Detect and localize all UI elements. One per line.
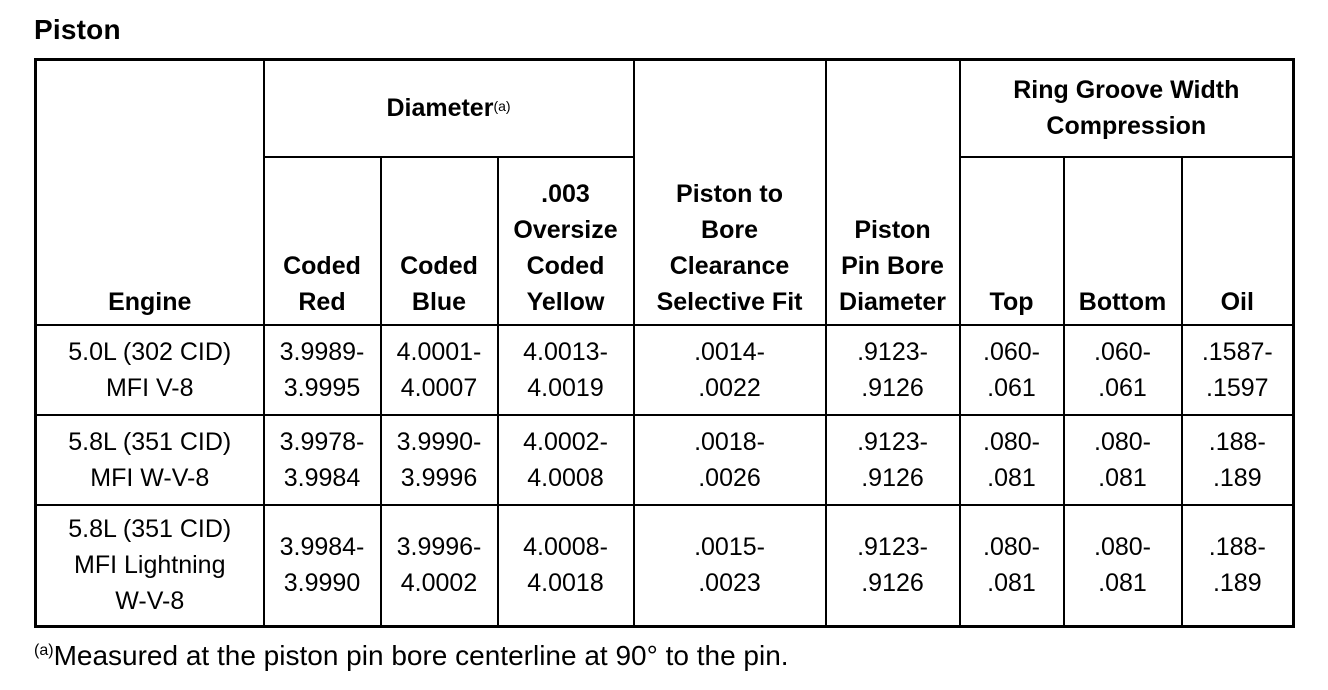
clearance-cell: .0015- .0023 (634, 505, 826, 627)
header-coded-blue: Coded Blue (381, 157, 498, 325)
header-bottom: Bottom (1064, 157, 1182, 325)
oversize-yellow-cell: 4.0002- 4.0008 (498, 415, 634, 505)
header-clearance: Piston to Bore Clearance Selective Fit (634, 60, 826, 325)
pin-bore-cell: .9123- .9126 (826, 415, 960, 505)
oil-cell: .188- .189 (1182, 415, 1294, 505)
bottom-cell: .060- .061 (1064, 325, 1182, 415)
oversize-yellow-cell: 4.0008- 4.0018 (498, 505, 634, 627)
footnote-marker: (a) (34, 642, 54, 659)
pin-bore-cell: .9123- .9126 (826, 325, 960, 415)
oil-cell: .188- .189 (1182, 505, 1294, 627)
coded-blue-cell: 3.9996- 4.0002 (381, 505, 498, 627)
engine-cell: 5.0L (302 CID) MFI V-8 (36, 325, 264, 415)
page-title: Piston (34, 14, 121, 45)
coded-red-cell: 3.9984- 3.9990 (264, 505, 381, 627)
coded-blue-cell: 3.9990- 3.9996 (381, 415, 498, 505)
table-row (36, 415, 1294, 505)
coded-blue-cell: 4.0001- 4.0007 (381, 325, 498, 415)
header-top: Top (960, 157, 1064, 325)
piston-spec-table (34, 58, 1295, 628)
top-cell: .060- .061 (960, 325, 1064, 415)
engine-cell: 5.8L (351 CID) MFI Lightning W-V-8 (36, 505, 264, 627)
coded-red-cell: 3.9978- 3.9984 (264, 415, 381, 505)
engine-cell: 5.8L (351 CID) MFI W-V-8 (36, 415, 264, 505)
top-cell: .080- .081 (960, 415, 1064, 505)
table-row (36, 505, 1294, 627)
clearance-cell: .0014- .0022 (634, 325, 826, 415)
top-cell: .080- .081 (960, 505, 1064, 627)
footnote-marker: (a) (493, 98, 511, 115)
header-ring-groove-group: Ring Groove Width Compression (960, 60, 1294, 157)
header-pin-bore: Piston Pin Bore Diameter (826, 60, 960, 325)
header-oil: Oil (1182, 157, 1294, 325)
bottom-cell: .080- .081 (1064, 505, 1182, 627)
header-engine: Engine (36, 60, 264, 325)
pin-bore-cell: .9123- .9126 (826, 505, 960, 627)
oversize-yellow-cell: 4.0013- 4.0019 (498, 325, 634, 415)
footnote (34, 640, 789, 672)
clearance-cell: .0018- .0026 (634, 415, 826, 505)
table-row (36, 325, 1294, 415)
header-oversize-yellow: .003 Oversize Coded Yellow (498, 157, 634, 325)
bottom-cell: .080- .081 (1064, 415, 1182, 505)
oil-cell: .1587- .1597 (1182, 325, 1294, 415)
header-diameter-group: Diameter$^{(a)}$ (264, 60, 634, 157)
header-coded-red: Coded Red (264, 157, 381, 325)
footnote-text: Measured at the piston pin bore centerline at 90° to the pin. (53, 640, 789, 671)
coded-red-cell: 3.9989- 3.9995 (264, 325, 381, 415)
